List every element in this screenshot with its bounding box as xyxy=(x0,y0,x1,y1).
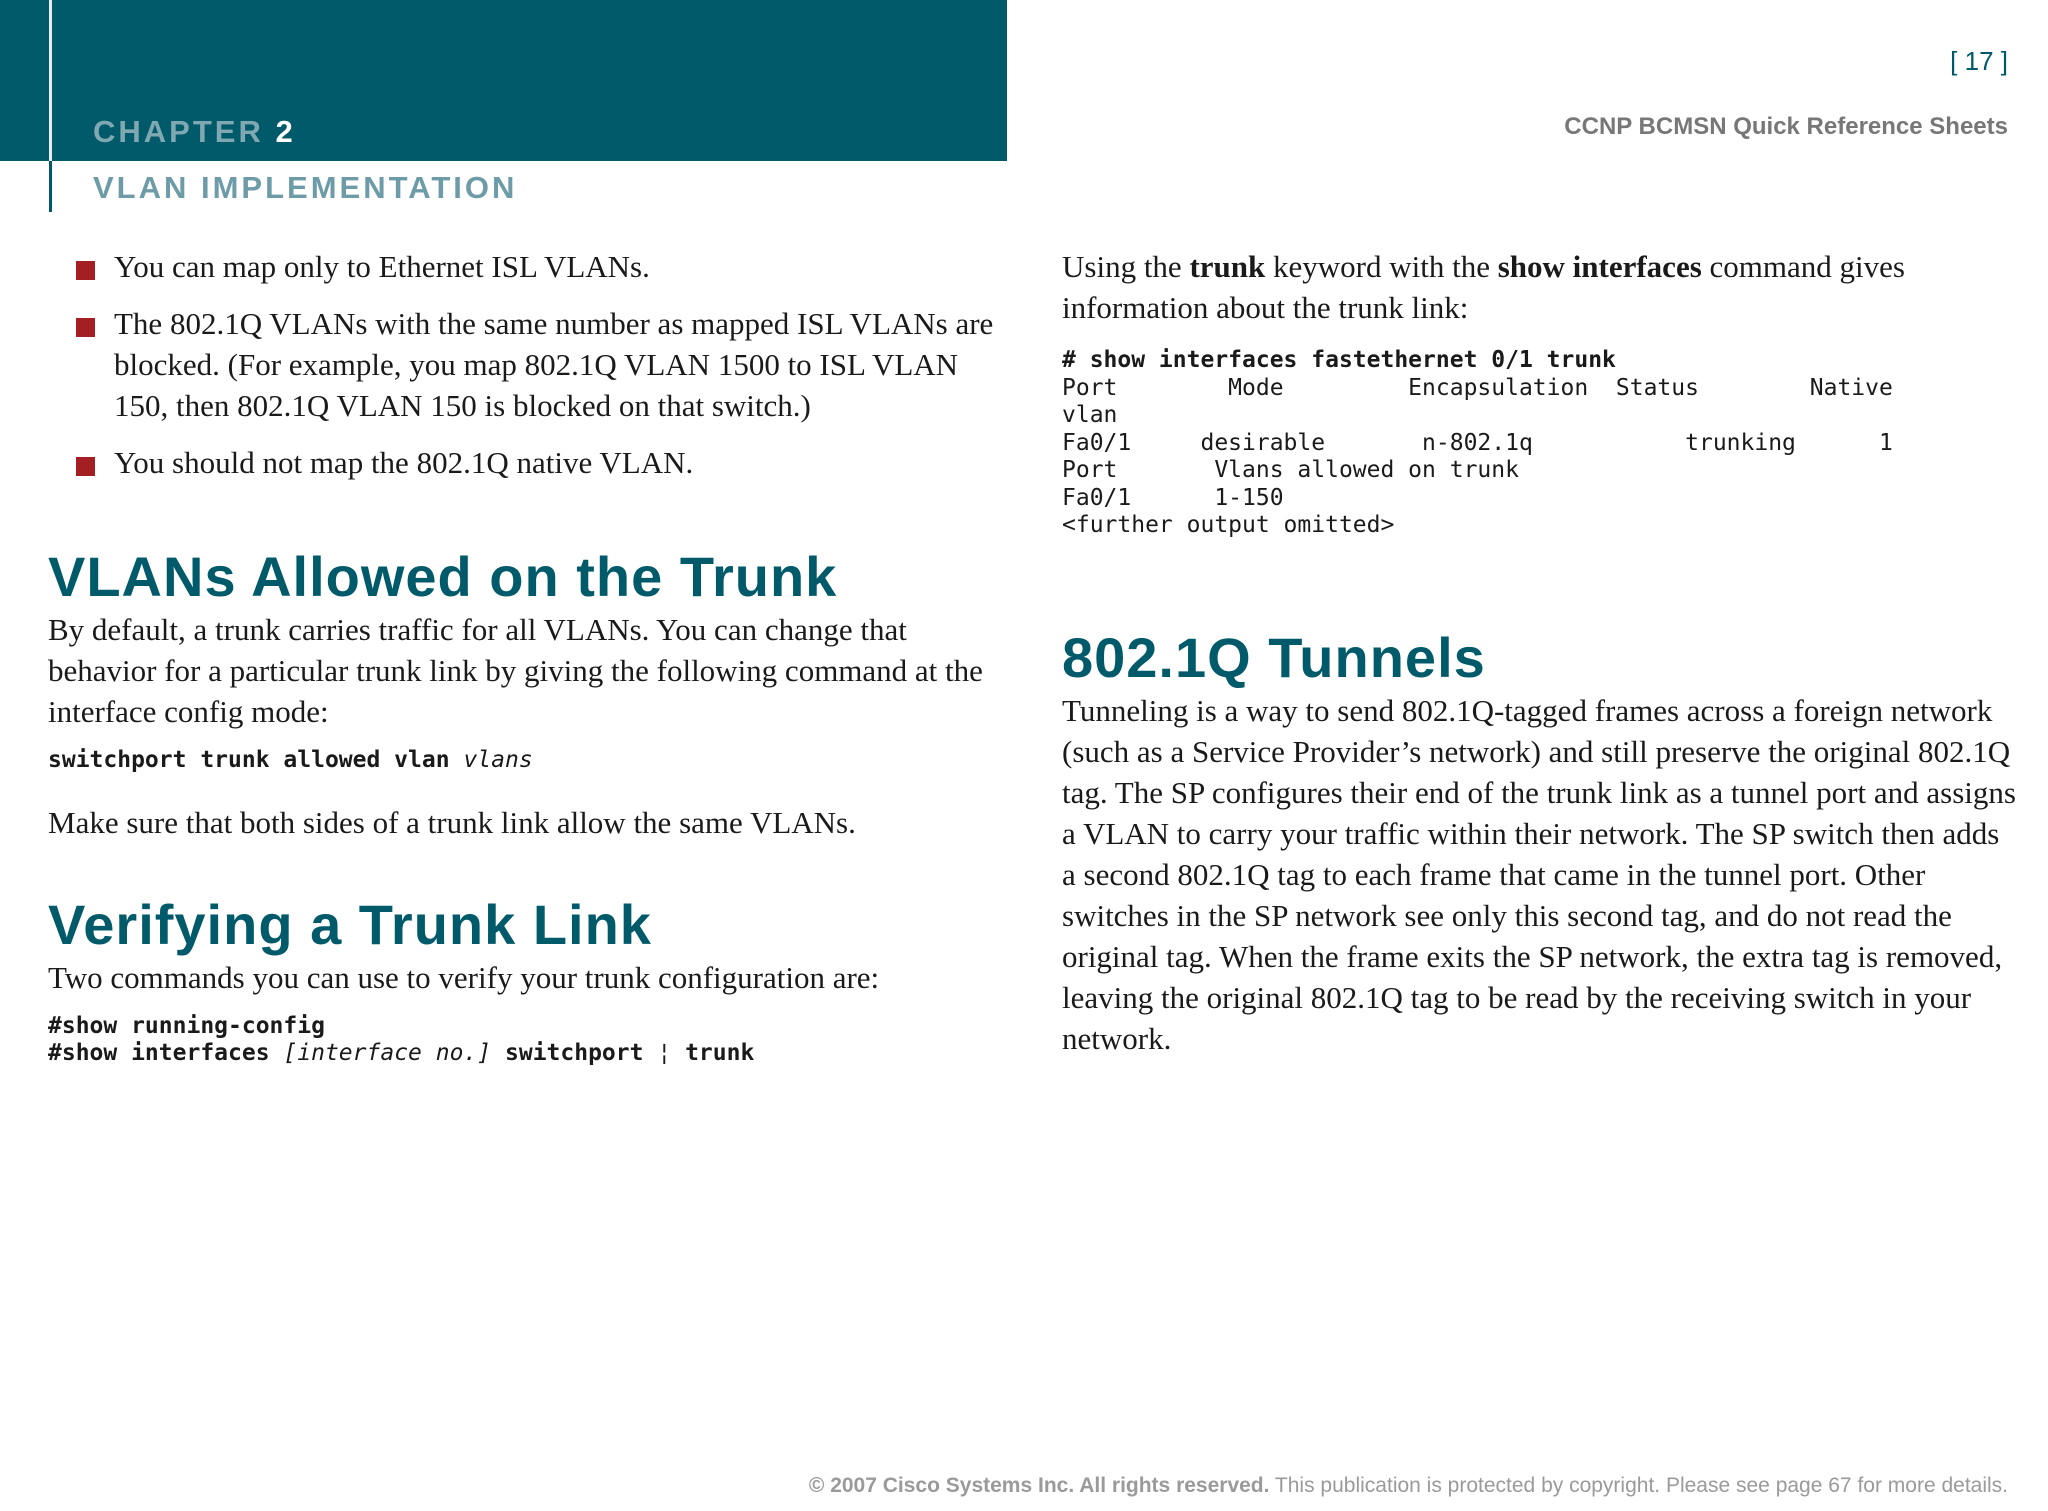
verify-commands xyxy=(48,1013,1008,1068)
verify-command-2-switchport: switchport xyxy=(505,1040,644,1066)
chapter-number: 2 xyxy=(275,114,296,149)
bullet-text: You should not map the 802.1Q native VLAN. xyxy=(114,445,694,480)
output-line: <further output omitted> xyxy=(1062,512,1395,538)
command-argument: vlans xyxy=(463,747,533,773)
bullet-square-icon xyxy=(76,261,95,280)
book-title: CCNP BCMSN Quick Reference Sheets xyxy=(1564,113,2008,140)
tunnels-heading: 802.1Q Tunnels xyxy=(1062,625,1486,689)
chapter-title: VLAN IMPLEMENTATION xyxy=(93,170,518,205)
right-column xyxy=(1062,246,2017,1059)
verify-command-2-argument: [interface no.] xyxy=(283,1040,492,1066)
vlans-allowed-heading: VLANs Allowed on the Trunk xyxy=(48,545,838,608)
verify-command-2-separator: ¦ xyxy=(657,1040,672,1066)
list-item xyxy=(48,442,1008,483)
left-column xyxy=(48,246,1008,1068)
list-item xyxy=(48,246,1008,287)
verify-command-1: #show running-config xyxy=(48,1012,325,1039)
bullet-square-icon xyxy=(76,457,95,476)
output-line: vlan xyxy=(1062,402,1118,428)
tunnels-body: Tunneling is a way to send 802.1Q-tagged frames across a foreign network (such as a Service Provider’s network) and still preserve the original 802.1Q tag. The SP configures their end of the trunk link as a tunnel port and assigns a VLAN to carry your traffic within their network. The SP switch then adds a second 802.1Q tag to each frame that came in the tunnel port. Other switches in the SP network see only this second tag, and do not read the original tag. When the frame exits the SP network, the extra tag is removed, leaving the original 802.1Q tag to be read by the receiving switch in your network. xyxy=(1062,692,2016,1056)
footer-notice: This publication is protected by copyright. Please see page 67 for more details. xyxy=(1269,1474,2008,1497)
output-line: Port Mode Encapsulation Status Native xyxy=(1062,374,1893,401)
output-line: Port Vlans allowed on trunk xyxy=(1062,457,1519,483)
intro-text-c: command gives information about the trunk link: xyxy=(1062,249,1905,325)
verify-command-2-keywords: #show interfaces xyxy=(48,1040,270,1066)
bullet-square-icon xyxy=(76,318,95,337)
footer-copyright: © 2007 Cisco Systems Inc. All rights reserved. xyxy=(808,1474,1270,1497)
bullet-list xyxy=(48,246,1008,483)
trunk-output-block xyxy=(1062,347,2017,540)
output-line: Fa0/1 1-150 xyxy=(1062,484,1284,511)
command-keywords: switchport trunk allowed vlan xyxy=(48,747,450,773)
intro-keyword-show-interfaces: show interfaces xyxy=(1497,249,1702,284)
list-item xyxy=(48,303,1008,426)
verifying-heading: Verifying a Trunk Link xyxy=(48,892,652,956)
header-rule-light xyxy=(49,0,52,161)
chapter-label xyxy=(93,114,296,150)
verifying-intro: Two commands you can use to verify your trunk configuration are: xyxy=(48,959,880,995)
page-number: [ 17 ] xyxy=(1950,46,2008,76)
allowed-vlan-command xyxy=(48,747,1008,775)
intro-keyword-trunk: trunk xyxy=(1189,249,1266,284)
vlans-allowed-note: Make sure that both sides of a trunk link allow the same VLANs. xyxy=(48,804,856,840)
bullet-text: The 802.1Q VLANs with the same number as mapped ISL VLANs are blocked. (For example, you map 802.1Q VLAN 1500 to ISL VLAN 150, then 802.1Q VLAN 150 is blocked on that switch.) xyxy=(114,306,994,423)
chapter-word: CHAPTER xyxy=(93,114,264,149)
output-command: # show interfaces fastethernet 0/1 trunk xyxy=(1062,347,1616,373)
trunk-output-intro xyxy=(1062,246,2017,328)
footer xyxy=(809,1474,2008,1498)
intro-text-a: Using the xyxy=(1062,249,1190,284)
vlans-allowed-intro: By default, a trunk carries traffic for all VLANs. You can change that behavior for a particular trunk link by giving the following command at the interface config mode: xyxy=(48,612,983,729)
bullet-text: You can map only to Ethernet ISL VLANs. xyxy=(114,249,650,284)
intro-text-b: keyword with the xyxy=(1265,249,1498,284)
verify-command-2-trunk: trunk xyxy=(685,1040,755,1066)
output-line: Fa0/1 desirable n-802.1q trunking 1 xyxy=(1062,429,1893,456)
